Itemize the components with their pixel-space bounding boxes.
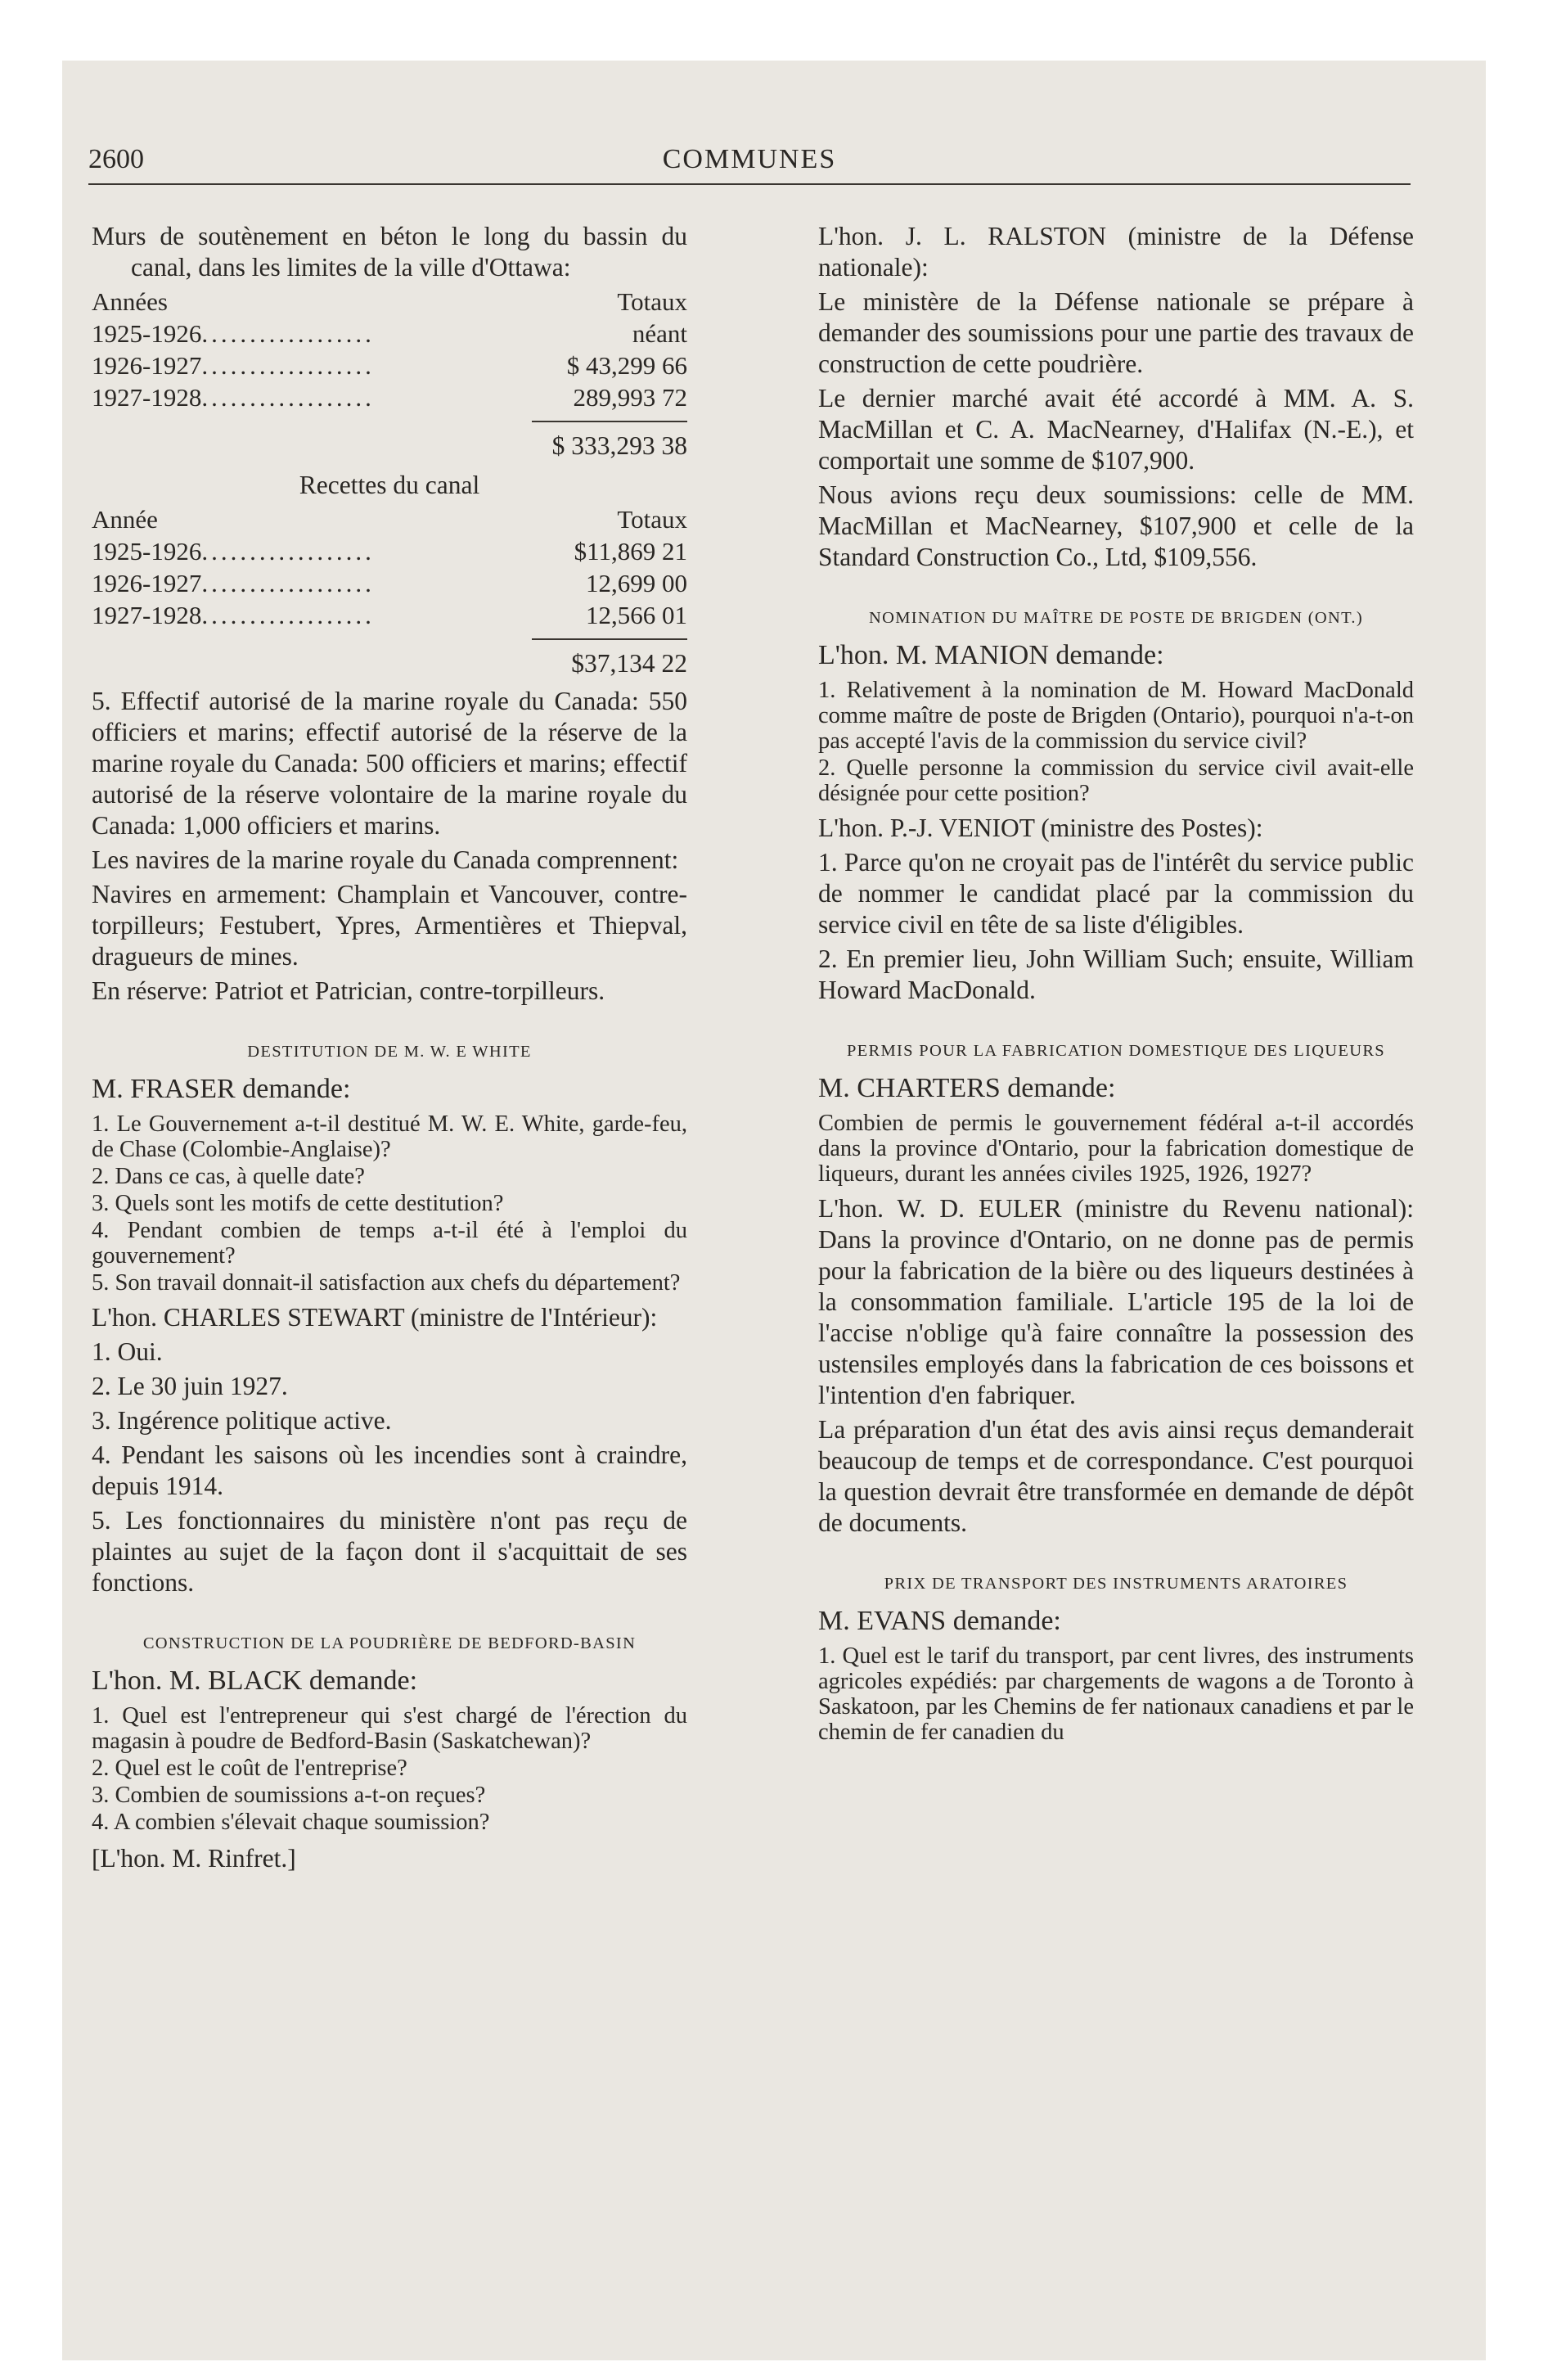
table-total: $ 333,293 38: [551, 431, 687, 460]
running-title: COMMUNES: [662, 144, 837, 174]
page-header: [88, 144, 1411, 177]
table-row: [92, 568, 687, 600]
question-asker: M. EVANS demande:: [818, 1606, 1061, 1636]
page-number: 2600: [88, 144, 144, 174]
paragraph-navires-armement: Navires en armement: Champlain et Vancouver, contre-torpilleurs; Festubert, Ypres, Armentières et Thiepval, dragueurs de mines.: [92, 880, 687, 971]
leader-dots: ..................: [201, 383, 375, 412]
question-item: 3. Quels sont les motifs de cette destitution?: [92, 1191, 504, 1216]
question-item: 1. Le Gouvernement a-t-il destitué M. W. E. White, garde-feu, de Chase (Colombie-Anglaise)?: [92, 1111, 687, 1162]
question-asker: L'hon. M. MANION demande:: [818, 640, 1164, 670]
answer-item: 2. En premier lieu, John William Such; ensuite, William Howard MacDonald.: [818, 944, 1414, 1004]
total-header: Totaux: [617, 287, 687, 316]
year-cell: 1925-1926: [92, 319, 202, 348]
year-header: Année: [92, 505, 158, 534]
value-cell: 289,993 72: [573, 383, 687, 412]
paragraph: Le dernier marché avait été accordé à MM. A. S. MacMillan et C. A. MacNearney, d'Halifax (N.-E.), et comportait une somme de $107,900.: [818, 384, 1414, 475]
answer-item: 1. Parce qu'on ne croyait pas de l'intérêt du service public de nommer le candidat placé par la commission du service civil en tête de sa liste d'éligibles.: [818, 848, 1414, 939]
answer-item: 5. Les fonctionnaires du ministère n'ont pas reçu de plaintes au sujet de la façon dont il s'acquittait de ses fonctions.: [92, 1506, 687, 1597]
section-heading: DESTITUTION DE M. W. E WHITE: [247, 1043, 532, 1061]
year-cell: 1926-1927: [92, 569, 202, 597]
value-cell: 12,566 01: [586, 601, 687, 629]
table-row: [92, 382, 687, 414]
right-column: [818, 221, 1414, 1747]
table-row: [92, 600, 687, 632]
travaux-table: [92, 286, 687, 414]
year-cell: 1926-1927: [92, 351, 202, 380]
total-rule: [532, 638, 687, 640]
question-item: 2. Dans ce cas, à quelle date?: [92, 1164, 365, 1189]
response-speaker: L'hon. CHARLES STEWART (ministre de l'Intérieur):: [92, 1303, 658, 1332]
response-speaker: L'hon. P.-J. VENIOT (ministre des Postes):: [818, 814, 1263, 842]
section-heading: PERMIS POUR LA FABRICATION DOMESTIQUE DES LIQUEURS: [846, 1042, 1386, 1060]
question-asker: L'hon. M. BLACK demande:: [92, 1666, 418, 1696]
response-speaker: L'hon. J. L. RALSTON (ministre de la Défense nationale):: [818, 222, 1414, 282]
total-rule: [532, 421, 687, 422]
paragraph-navires: Les navires de la marine royale du Canada comprennent:: [92, 845, 679, 874]
speaker-note: [L'hon. M. Rinfret.]: [92, 1844, 296, 1873]
murs-intro: Murs de soutènement en béton le long du bassin du canal, dans les limites de la ville d'Ottawa:: [92, 222, 687, 282]
value-cell: $ 43,299 66: [566, 351, 687, 380]
answer-item: 2. Le 30 juin 1927.: [92, 1372, 288, 1400]
section-heading: CONSTRUCTION DE LA POUDRIÈRE DE BEDFORD-BASIN: [142, 1634, 637, 1652]
recettes-table: [92, 504, 687, 632]
answer-item: 3. Ingérence politique active.: [92, 1406, 392, 1435]
leader-dots: ..................: [201, 601, 375, 629]
response-paragraph: L'hon. W. D. EULER (ministre du Revenu national): Dans la province d'Ontario, on ne donne pas de permis pour la fabrication de la bière ou des liqueurs destinées à la consommation familiale. L'article 195 de la loi de l'accise n'oblige qu'à faire connaître la possession des ustensiles employés dans la fabrication de ces boissons et l'intention d'en fabriquer.: [818, 1194, 1414, 1409]
table-row: [92, 536, 687, 568]
question-item: 1. Quel est le tarif du transport, par cent livres, des instruments agricoles expédiés: par chargements de wagons a de Toronto à Saskatoon, par les Chemins de fer nationaux canadiens et par le chemin de fer canadien du: [818, 1643, 1414, 1745]
total-header: Totaux: [617, 505, 687, 534]
recettes-title: Recettes du canal: [299, 471, 480, 499]
question-item: 5. Son travail donnait-il satisfaction aux chefs du département?: [92, 1270, 681, 1296]
question-item: 4. A combien s'élevait chaque soumission?: [92, 1810, 490, 1835]
paragraph-effectif: 5. Effectif autorisé de la marine royale du Canada: 550 officiers et marins; effectif autorisé de la réserve de la marine royale du Canada: 500 officiers et marins; effectif autorisé de la réserve volontaire de la marine royale du Canada: 1,000 officiers et marins.: [92, 687, 687, 840]
year-cell: 1927-1928: [92, 601, 202, 629]
question-item: 1. Quel est l'entrepreneur qui s'est chargé de l'érection du magasin à poudre de Bedford-Basin (Saskatchewan)?: [92, 1703, 687, 1754]
section-heading: NOMINATION DU MAÎTRE DE POSTE DE BRIGDEN (ONT.): [869, 609, 1363, 627]
left-column: [92, 221, 687, 1877]
leader-dots: ..................: [201, 319, 375, 348]
value-cell: néant: [632, 319, 687, 348]
question-asker: M. CHARTERS demande:: [818, 1073, 1116, 1103]
year-cell: 1927-1928: [92, 383, 202, 412]
value-cell: 12,699 00: [586, 569, 687, 597]
section-heading: PRIX DE TRANSPORT DES INSTRUMENTS ARATOIRES: [884, 1575, 1348, 1593]
table-row: [92, 318, 687, 350]
table-row: [92, 350, 687, 382]
question-item: 4. Pendant combien de temps a-t-il été à l'emploi du gouvernement?: [92, 1218, 687, 1269]
year-header: Années: [92, 287, 168, 316]
header-rule: [88, 183, 1411, 185]
paragraph: Le ministère de la Défense nationale se prépare à demander des soumissions pour une partie des travaux de construction de cette poudrière.: [818, 287, 1414, 378]
leader-dots: ..................: [201, 351, 375, 380]
question-item: 1. Relativement à la nomination de M. Howard MacDonald comme maître de poste de Brigden (Ontario), pourquoi n'a-t-on pas accepté l'avis de la commission du service civil?: [818, 678, 1414, 754]
table-total: $37,134 22: [571, 649, 687, 678]
table-header-row: [92, 504, 687, 536]
question-item: 2. Quel est le coût de l'entreprise?: [92, 1756, 407, 1781]
answer-item: 1. Oui.: [92, 1337, 163, 1366]
question-asker: M. FRASER demande:: [92, 1074, 351, 1104]
leader-dots: ..................: [201, 569, 375, 597]
paragraph: La préparation d'un état des avis ainsi reçus demanderait beaucoup de temps et de correspondance. C'est pourquoi la question devrait être transformée en demande de dépôt de documents.: [818, 1415, 1414, 1537]
paragraph-reserve: En réserve: Patriot et Patrician, contre-torpilleurs.: [92, 976, 605, 1005]
leader-dots: ..................: [201, 537, 375, 566]
answer-item: 4. Pendant les saisons où les incendies sont à craindre, depuis 1914.: [92, 1440, 687, 1500]
year-cell: 1925-1926: [92, 537, 202, 566]
paragraph: Nous avions reçu deux soumissions: celle de MM. MacMillan et MacNearney, $107,900 et celle de la Standard Construction Co., Ltd, $109,556.: [818, 480, 1414, 571]
question-item: 3. Combien de soumissions a-t-on reçues?: [92, 1783, 486, 1808]
question-item: Combien de permis le gouvernement fédéral a-t-il accordés dans la province d'Ontario, pour la fabrication domestique de liqueurs, durant les années civiles 1925, 1926, 1927?: [818, 1111, 1414, 1187]
value-cell: $11,869 21: [574, 537, 687, 566]
question-item: 2. Quelle personne la commission du service civil avait-elle désignée pour cette position?: [818, 755, 1414, 806]
table-header-row: [92, 286, 687, 318]
